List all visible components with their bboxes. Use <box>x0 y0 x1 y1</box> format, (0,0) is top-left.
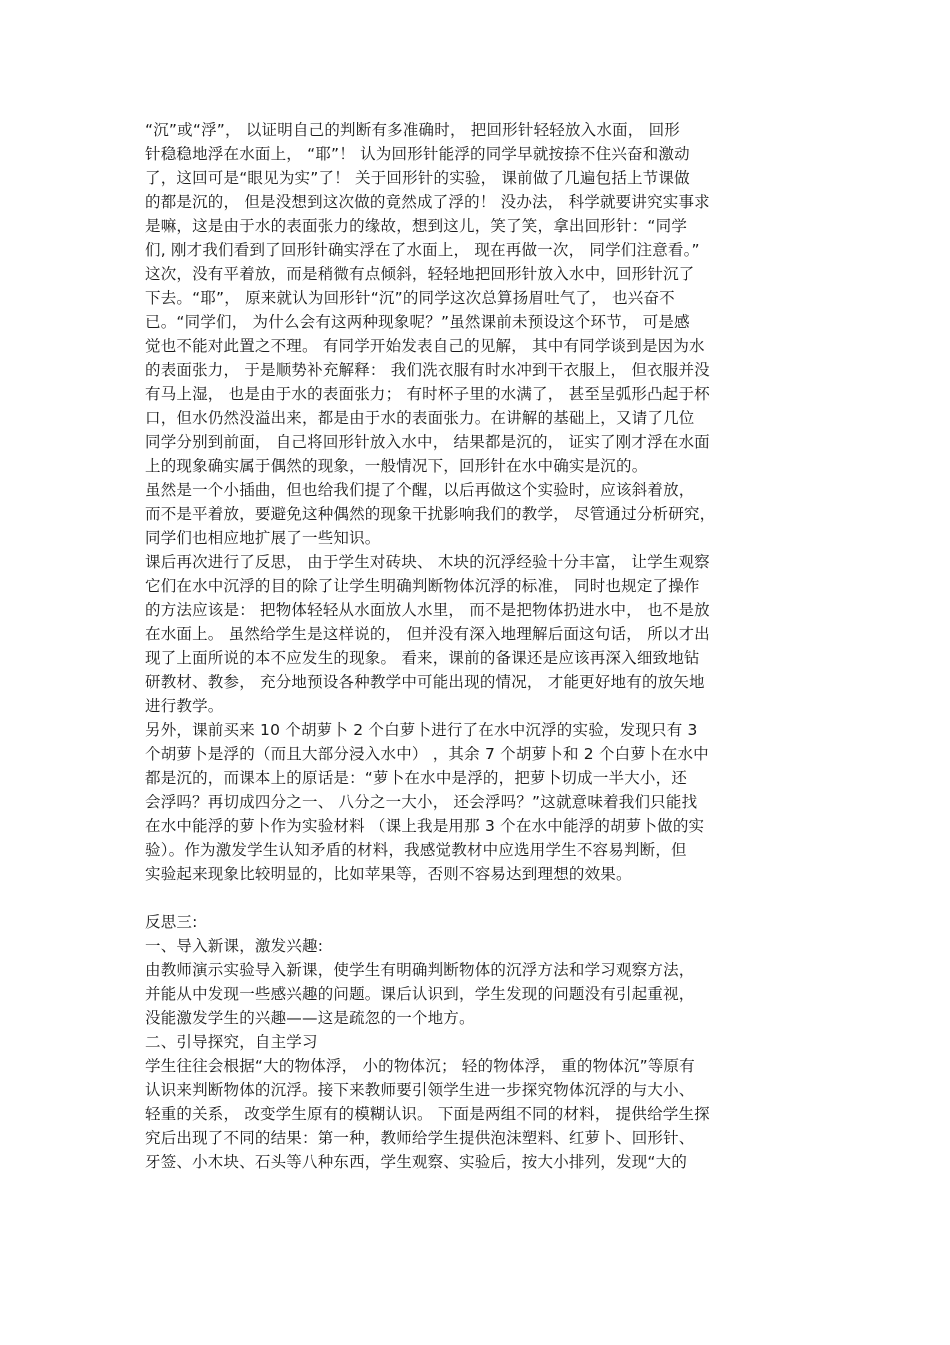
text-line: 这次，没有平着放，而是稍微有点倾斜，轻轻地把回形针放入水中，回形针沉了 <box>145 265 695 283</box>
text-line: 的方法应该是： 把物体轻轻从水面放人水里， 而不是把物体扔进水中， 也不是放 <box>145 601 710 619</box>
text-line: 的都是沉的， 但是没想到这次做的竟然成了浮的！ 没办法， 科学就要讲究实事求 <box>145 193 710 211</box>
text-line: 有马上湿， 也是由于水的表面张力； 有时杯子里的水满了， 甚至呈弧形凸起于杯 <box>145 385 710 403</box>
text-line: 觉也不能对此置之不理。 有同学开始发表自己的见解， 其中有同学谈到是因为水 <box>145 337 705 355</box>
text-line: 认识来判断物体的沉浮。接下来教师要引领学生进一步探究物体沉浮的与大小、 <box>145 1081 695 1099</box>
text-line: 针稳稳地浮在水面上， “耶”！ 认为回形针能浮的同学早就按捺不住兴奋和激动 <box>145 145 690 163</box>
text-line: “沉”或“浮”， 以证明自己的判断有多准确时， 把回形针轻轻放入水面， 回形 <box>145 121 681 139</box>
text-line: 会浮吗？再切成四分之一、 八分之一大小， 还会浮吗？”这就意味着我们只能找 <box>145 793 698 811</box>
text-line: 是嘛，这是由于水的表面张力的缘故，想到这儿，笑了笑，拿出回形针：“同学 <box>145 217 688 235</box>
text-line: 都是沉的，而课本上的原话是：“萝卜在水中是浮的，把萝卜切成一半大小，还 <box>145 769 688 787</box>
text-line: 究后出现了不同的结果：第一种，教师给学生提供泡沫塑料、红萝卜、回形针、 <box>145 1129 695 1147</box>
text-line: 已。“同学们， 为什么会有这两种现象呢？”虽然课前未预设这个环节， 可是感 <box>145 313 690 331</box>
text-line: 同学分别到前面， 自己将回形针放入水中， 结果都是沉的， 证实了刚才浮在水面 <box>145 433 710 451</box>
text-line: 上的现象确实属于偶然的现象，一般情况下，回形针在水中确实是沉的。 <box>145 457 648 475</box>
text-line: 由教师演示实验导入新课，使学生有明确判断物体的沉浮方法和学习观察方法， <box>145 961 695 979</box>
text-line: 的表面张力， 于是顺势补充解释： 我们洗衣服有时水冲到干衣服上， 但衣服并没 <box>145 361 710 379</box>
text-line: 们, 刚才我们看到了回形针确实浮在了水面上， 现在再做一次， 同学们注意看。” <box>145 241 700 259</box>
text-line: 验）。作为激发学生认知矛盾的材料，我感觉教材中应选用学生不容易判断，但 <box>145 841 687 859</box>
text-line: 进行教学。 <box>145 697 224 715</box>
text-line: 现了上面所说的本不应发生的现象。 看来，课前的备课还是应该再深入细致地钻 <box>145 649 700 667</box>
text-line: 实验起来现象比较明显的，比如苹果等，否则不容易达到理想的效果。 <box>145 865 632 883</box>
text-line: 虽然是一个小插曲，但也给我们提了个醒，以后再做这个实验时，应该斜着放， <box>145 481 695 499</box>
subsection-heading: 一、导入新课，激发兴趣: <box>145 937 324 955</box>
text-line: 在水中能浮的萝卜作为实验材料 （课上我是用那 3 个在水中能浮的胡萝卜做的实 <box>145 817 705 835</box>
text-line: 在水面上。 虽然给学生是这样说的， 但并没有深入地理解后面这句话， 所以才出 <box>145 625 710 643</box>
text-line: 研教材、教参， 充分地预设各种教学中可能出现的情况， 才能更好地有的放矢地 <box>145 673 705 691</box>
text-line: 课后再次进行了反思， 由于学生对砖块、 木块的沉浮经验十分丰富， 让学生观察 <box>145 553 710 571</box>
text-line: 了，这回可是“眼见为实”了！ 关于回形针的实验， 课前做了几遍包括上节课做 <box>145 169 690 187</box>
text-line: 它们在水中沉浮的目的除了让学生明确判断物体沉浮的标准， 同时也规定了操作 <box>145 577 700 595</box>
text-line: 牙签、小木块、石头等八种东西，学生观察、实验后，按大小排列，发现“大的 <box>145 1153 688 1171</box>
text-line: 而不是平着放，要避免这种偶然的现象干扰影响我们的教学， 尽管通过分析研究， <box>145 505 716 523</box>
text-line: 学生往往会根据“大的物体浮， 小的物体沉； 轻的物体浮， 重的物体沉”等原有 <box>145 1057 695 1075</box>
text-line: 另外，课前买来 10 个胡萝卜 2 个白萝卜进行了在水中沉浮的实验，发现只有 3 <box>145 721 698 739</box>
text-line: 并能从中发现一些感兴趣的问题。课后认识到，学生发现的问题没有引起重视， <box>145 985 695 1003</box>
text-line: 个胡萝卜是浮的（而且大部分浸入水中） ，其余 7 个胡萝卜和 2 个白萝卜在水中 <box>145 745 709 763</box>
text-line: 没能激发学生的兴趣——这是疏忽的一个地方。 <box>145 1009 475 1027</box>
text-line: 口，但水仍然没溢出来，都是由于水的表面张力。在讲解的基础上，又请了几位 <box>145 409 695 427</box>
section-heading: 反思三: <box>145 913 198 931</box>
text-line: 轻重的关系， 改变学生原有的模糊认识。 下面是两组不同的材料， 提供给学生探 <box>145 1105 710 1123</box>
text-line: 同学们也相应地扩展了一些知识。 <box>145 529 381 547</box>
subsection-heading: 二、引导探究，自主学习 <box>145 1033 318 1051</box>
text-line: 下去。“耶”， 原来就认为回形针“沉”的同学这次总算扬眉吐气了， 也兴奋不 <box>145 289 675 307</box>
